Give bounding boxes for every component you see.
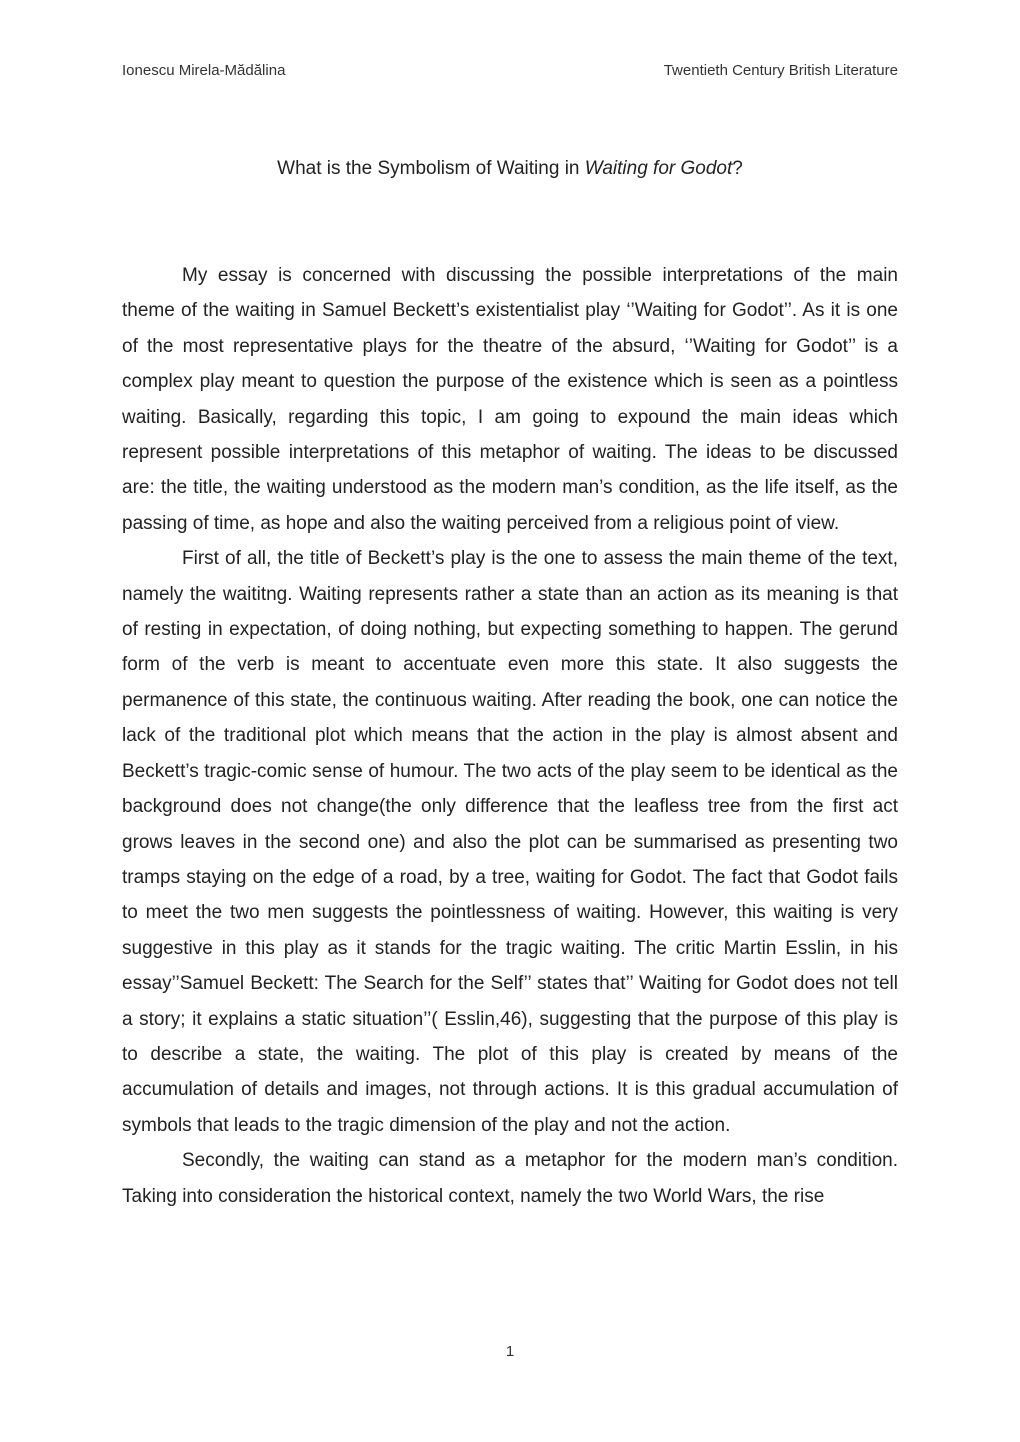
essay-title xyxy=(0,158,1020,180)
paragraph-title-analysis: First of all, the title of Beckett’s play is the one to assess the main theme of the text, namely the waititng. Waiting represents rather a state than an action as its meaning is that of resting in expectation, of doing nothing, but expecting something to happen. The gerund form of the verb is meant to accentuate even more this state. It also suggests the permanence of this state, the continuous waiting. After reading the book, one can notice the lack of the traditional plot which means that the action in the play is almost absent and Beckett’s tragic-comic sense of humour. The two acts of the play seem to be identical as the background does not change(the only difference that the leafless tree from the first act grows leaves in the second one) and also the plot can be summarised as presenting two tramps staying on the edge of a road, by a tree, waiting for Godot. The fact that Godot fails to meet the two men suggests the pointlessness of waiting. However, this waiting is very suggestive in this play as it stands for the tragic waiting. The critic Martin Esslin, in his essay’’Samuel Beckett: The Search for the Self’’ states that’’ Waiting for Godot does not tell a story; it explains a static situation’’( Esslin,46), suggesting that the purpose of this play is to describe a state, the waiting. The plot of this play is created by means of the accumulation of details and images, not through actions. It is this gradual accumulation of symbols that leads to the tragic dimension of the play and not the action. xyxy=(122,548,898,1136)
page-header xyxy=(122,62,898,79)
title-prefix: What is the Symbolism of Waiting in xyxy=(277,158,585,179)
title-italic-play-name: Waiting for Godot xyxy=(584,158,733,179)
page-number: 1 xyxy=(505,1343,515,1360)
title-suffix: ? xyxy=(732,158,743,179)
paragraph-introduction: My essay is concerned with discussing the possible interpretations of the main theme of the waiting in Samuel Beckett’s existentialist play ‘’Waiting for Godot’’. As it is one of the most representative plays for the theatre of the absurd, ‘’Waiting for Godot’’ is a complex play meant to question the purpose of the existence which is seen as a pointless waiting. Basically, regarding this topic, I am going to expound the main ideas which represent possible interpretations of this metaphor of waiting. The ideas to be discussed are: the title, the waiting understood as the modern man’s condition, as the life itself, as the passing of time, as hope and also the waiting perceived from a religious point of view. xyxy=(122,265,898,534)
header-course: Twentieth Century British Literature xyxy=(663,62,898,79)
header-author: Ionescu Mirela-Mădălina xyxy=(122,62,286,79)
paragraph-modern-condition: Secondly, the waiting can stand as a metaphor for the modern man’s condition. Taking into consideration the historical context, namely the two World Wars, the rise xyxy=(122,1150,898,1207)
essay-body xyxy=(122,258,898,1214)
